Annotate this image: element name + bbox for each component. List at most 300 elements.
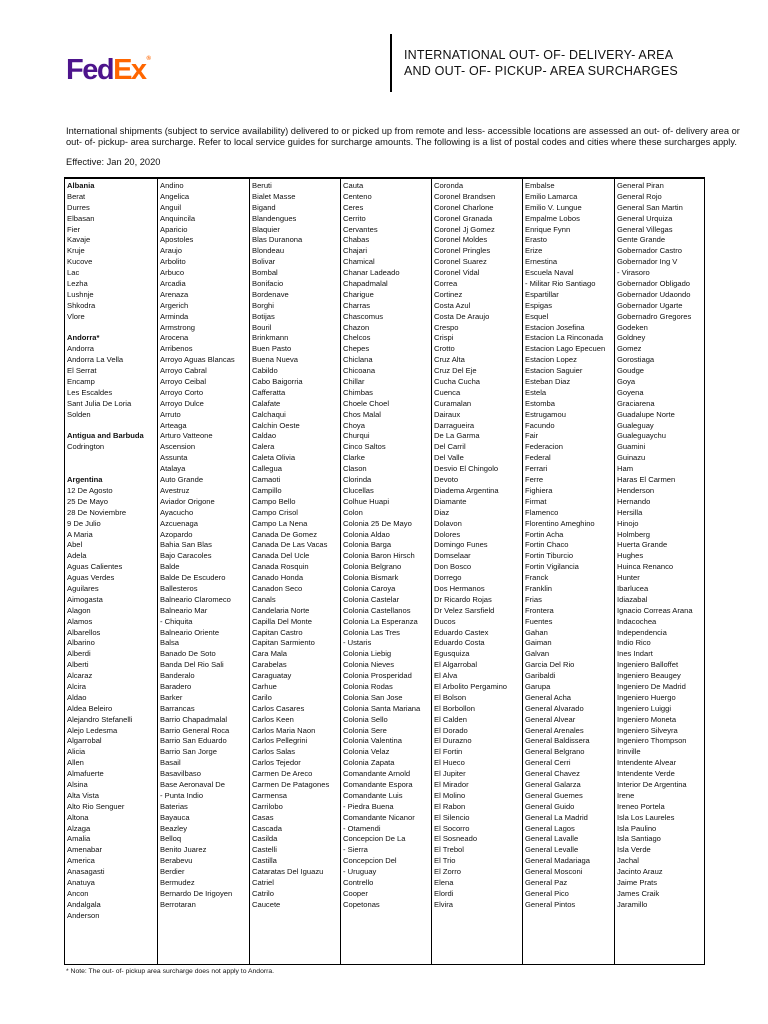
location-name: El Alva — [434, 671, 458, 681]
location-name: Blaquier — [252, 224, 280, 234]
location-name: Aparicio — [160, 224, 188, 234]
location-name: Dairaux — [434, 409, 461, 419]
location-name: - Ustaris — [343, 638, 372, 648]
location-name: Hughes — [617, 551, 644, 561]
location-name: 28 De Noviembre — [67, 507, 127, 517]
location-name: Carlos Casares — [252, 703, 305, 713]
location-name: Almafuerte — [67, 769, 104, 779]
location-name: Coronel Charlone — [434, 202, 494, 212]
location-name: Empalme Lobos — [525, 213, 580, 223]
location-name: Estacion Lopez — [525, 355, 577, 365]
location-name: Alsina — [67, 779, 88, 789]
location-name: Guinazu — [617, 453, 646, 463]
location-name: Arteaga — [160, 420, 187, 430]
location-name — [67, 453, 157, 464]
location-name: Arroyo Aguas Blancas — [160, 355, 235, 365]
location-name: Ham — [617, 464, 634, 474]
location-name: Diaz — [434, 507, 450, 517]
location-name: Isla Verde — [617, 845, 651, 855]
location-name: Calchaqui — [252, 409, 286, 419]
location-name: Colonia 25 De Mayo — [343, 518, 412, 528]
location-name: Bigand — [252, 202, 276, 212]
location-name: Cinco Saltos — [343, 442, 386, 452]
location-name: Indacochea — [617, 616, 657, 626]
location-name: Basavilbaso — [160, 769, 201, 779]
location-name: El Trio — [434, 856, 456, 866]
location-name: Gaiman — [525, 638, 552, 648]
location-name: El Mirador — [434, 779, 469, 789]
location-name: Blondeau — [252, 246, 285, 256]
location-name: Angelica — [160, 191, 190, 201]
location-name: Shkodra — [67, 300, 96, 310]
location-name: Bermudez — [160, 878, 195, 887]
location-name: Guamini — [617, 442, 646, 452]
location-name: Andalgala — [67, 899, 101, 909]
location-name: Colonia San Jose — [343, 692, 403, 702]
location-name: Bajo Caracoles — [160, 551, 212, 561]
location-name: Anatuya — [67, 878, 95, 887]
location-name: General Cerri — [525, 758, 571, 768]
location-name: Intendente Verde — [617, 769, 675, 779]
location-name: Colonia Velaz — [343, 747, 390, 757]
location-name: Colonia Nieves — [343, 660, 395, 670]
location-name: Gobernador Castro — [617, 246, 683, 256]
location-name: - Uruguay — [343, 867, 377, 877]
location-name: Alicia — [67, 747, 86, 757]
location-name: Ingeniero Moneta — [617, 714, 677, 724]
location-name: Andorra La Vella — [67, 355, 124, 365]
location-name: Correa — [434, 279, 458, 289]
location-name: America — [67, 856, 95, 866]
locations-table — [64, 177, 705, 965]
location-name: Armstrong — [160, 322, 196, 332]
location-name: - Chiquita — [160, 616, 193, 626]
logo-fed-text: Fed — [66, 54, 114, 86]
location-name: Kucove — [67, 257, 93, 267]
location-name: Cataratas Del Iguazu — [252, 867, 324, 877]
location-name: Berrotaran — [160, 899, 196, 909]
location-name: Bernardo De Irigoyen — [160, 888, 233, 898]
location-name: Arcadia — [160, 279, 186, 289]
location-name: Dr Ricardo Rojas — [434, 594, 492, 604]
location-name: Chiclana — [343, 355, 373, 365]
location-name: Barrio San Eduardo — [160, 736, 227, 746]
location-name: Carhue — [252, 681, 277, 691]
location-name: Bordenave — [252, 289, 289, 299]
location-name — [67, 323, 157, 334]
location-name: El Molino — [434, 790, 466, 800]
table-column — [431, 179, 522, 964]
location-name: Alzaga — [67, 823, 91, 833]
location-name: Coronel Suarez — [434, 257, 487, 267]
location-name: Balde — [160, 562, 180, 572]
location-name: Alta Vista — [67, 790, 99, 800]
location-name: James Craik — [617, 888, 660, 898]
location-name: Canada Del Ucle — [252, 551, 310, 561]
location-name — [67, 421, 157, 432]
location-name: Charigue — [343, 289, 374, 299]
location-name: Franck — [525, 573, 549, 583]
location-name: Berdier — [160, 867, 185, 877]
location-name: Crispi — [434, 333, 454, 343]
location-name: General Levalle — [525, 845, 579, 855]
location-name: Basail — [160, 758, 181, 768]
location-name: Colonia Liebig — [343, 649, 392, 659]
location-name: Barrio Chapadmalal — [160, 714, 228, 724]
location-name: Callegua — [252, 464, 282, 474]
location-name: Embalse — [525, 181, 555, 190]
location-name: Del Carril — [434, 442, 466, 452]
location-name: Colonia Sello — [343, 714, 388, 724]
location-name: El Trebol — [434, 845, 464, 855]
location-name: Baterias — [160, 801, 188, 811]
location-name: Les Escaldes — [67, 387, 113, 397]
location-name: Idiazabal — [617, 594, 648, 604]
intro-paragraph — [66, 126, 740, 148]
location-name: General Pico — [525, 888, 569, 898]
location-name: Azcuenaga — [160, 518, 198, 528]
location-name: Chanar Ladeado — [343, 268, 400, 278]
location-name: Arminda — [160, 311, 189, 321]
location-name: Ingeniero Beaugey — [617, 671, 681, 681]
location-name: Espigas — [525, 300, 553, 310]
location-name: Costa Azul — [434, 300, 471, 310]
title-line-1: INTERNATIONAL OUT- OF- DELIVERY- AREA — [404, 48, 674, 62]
location-name: Elvira — [434, 899, 453, 909]
title-line-2: AND OUT- OF- PICKUP- AREA SURCHARGES — [404, 64, 678, 78]
location-name: Berabevu — [160, 856, 193, 866]
location-name: Capilla Del Monte — [252, 616, 312, 626]
location-name: Graciarena — [617, 398, 655, 408]
location-name: Jaime Prats — [617, 878, 658, 887]
location-name: Benito Juarez — [160, 845, 207, 855]
location-name: Barrancas — [160, 703, 195, 713]
location-name: Azopardo — [160, 529, 193, 539]
location-name: Calafate — [252, 398, 281, 408]
location-name: Arruto — [160, 409, 181, 419]
location-name: Gobernador Udaondo — [617, 289, 691, 299]
location-name: General Lagos — [525, 823, 575, 833]
location-name: Arroyo Ceibal — [160, 377, 207, 387]
location-name: Ingeniero Balloffet — [617, 660, 679, 670]
location-name: Capitan Sarmiento — [252, 638, 315, 648]
location-name: Cauta — [343, 181, 364, 190]
location-name: Facundo — [525, 420, 555, 430]
location-name: 9 De Julio — [67, 518, 101, 528]
location-name: A Maria — [67, 529, 93, 539]
location-name: Baradero — [160, 681, 192, 691]
location-name: Albarino — [67, 638, 95, 648]
table-column — [340, 179, 431, 964]
location-name: Emilio Lamarca — [525, 191, 578, 201]
location-name: Gobernador Obligado — [617, 279, 691, 289]
location-name: Buena Nueva — [252, 355, 299, 365]
location-name: El Hueco — [434, 758, 465, 768]
location-name: Blandengues — [252, 213, 297, 223]
location-name: Bombal — [252, 268, 278, 278]
location-name: Ingeniero Huergo — [617, 692, 676, 702]
location-name: Franklin — [525, 583, 553, 593]
location-name: Altona — [67, 812, 89, 822]
location-name: Firmat — [525, 496, 547, 506]
location-name: Beruti — [252, 181, 272, 190]
location-name: Bahia San Blas — [160, 540, 212, 550]
location-name: Chabas — [343, 235, 370, 245]
location-name: Gahan — [525, 627, 548, 637]
location-name: El Zorro — [434, 867, 462, 877]
location-name: Carlos Tejedor — [252, 758, 301, 768]
country-heading: Argentina — [67, 475, 103, 485]
location-name: Holmberg — [617, 529, 650, 539]
location-name: Carmensa — [252, 790, 288, 800]
location-name: Interior De Argentina — [617, 779, 687, 789]
location-name: Ingeniero De Madrid — [617, 681, 686, 691]
location-name: Comandante Nicanor — [343, 812, 415, 822]
location-name: Campo La Nena — [252, 518, 308, 528]
location-name: Goldney — [617, 333, 646, 343]
location-name: Gualeguay — [617, 420, 654, 430]
location-name: Carlos Salas — [252, 747, 296, 757]
location-name: Carmen De Patagones — [252, 779, 330, 789]
location-name — [67, 464, 157, 475]
location-name: Aimogasta — [67, 594, 103, 604]
location-name: Fortin Chaco — [525, 540, 569, 550]
location-name: Egusquiza — [434, 649, 470, 659]
intro-line-1: International shipments (subject to service availability) delivered to or picked up from remote and less- accessible locations are assessed an out- of- delivery area or — [66, 126, 740, 136]
location-name: Irinville — [617, 747, 641, 757]
location-name: Domselaar — [434, 551, 471, 561]
location-name: Andorra — [67, 344, 95, 354]
location-name: Frias — [525, 594, 542, 604]
location-name: Clucellas — [343, 485, 374, 495]
table-column — [614, 179, 704, 964]
location-name: Dolores — [434, 529, 461, 539]
location-name: Galvan — [525, 649, 550, 659]
location-name: Solden — [67, 409, 91, 419]
location-name: Anguil — [160, 202, 182, 212]
country-heading: Albania — [67, 181, 95, 190]
location-name: Base Aeronaval De — [160, 779, 226, 789]
location-name: Esteban Diaz — [525, 377, 571, 387]
location-name: Bayauca — [160, 812, 190, 822]
location-name: Carlos Keen — [252, 714, 294, 724]
location-name: Lac — [67, 268, 80, 278]
location-name: Erize — [525, 246, 543, 256]
location-name: Balde De Escudero — [160, 573, 226, 583]
location-name: Borghi — [252, 300, 274, 310]
location-name: Kruje — [67, 246, 85, 256]
location-name: Alberti — [67, 660, 89, 670]
location-name: Arbuco — [160, 268, 185, 278]
location-name: Ducos — [434, 616, 456, 626]
location-name: Brinkmann — [252, 333, 289, 343]
location-name: Buen Pasto — [252, 344, 292, 354]
location-name: Arocena — [160, 333, 189, 343]
location-name: General Madariaga — [525, 856, 591, 866]
location-name: Chamical — [343, 257, 375, 267]
location-name: Clarke — [343, 453, 365, 463]
location-name: Casilda — [252, 834, 278, 844]
location-name: Cuenca — [434, 387, 461, 397]
location-name: Estrugamou — [525, 409, 566, 419]
location-name: El Calden — [434, 714, 467, 724]
location-name: Cruz Alta — [434, 355, 465, 365]
location-name: Federacion — [525, 442, 563, 452]
location-name: Colonia La Esperanza — [343, 616, 418, 626]
location-name: El Rabon — [434, 801, 466, 811]
location-name: Caleta Olivia — [252, 453, 296, 463]
location-name: Arbolito — [160, 257, 186, 267]
location-name: Cruz Del Eje — [434, 366, 477, 376]
location-name: General Chavez — [525, 769, 580, 779]
location-name: Ireneo Portela — [617, 801, 665, 811]
location-name: Goudge — [617, 366, 645, 376]
location-name: General Villegas — [617, 224, 673, 234]
location-name: El Durazno — [434, 736, 472, 746]
location-name: General Guido — [525, 801, 575, 811]
location-name: Don Bosco — [434, 562, 472, 572]
location-name: Alejandro Stefanelli — [67, 714, 133, 724]
location-name: El Dorado — [434, 725, 468, 735]
location-name: Fuentes — [525, 616, 553, 626]
location-name: Calchin Oeste — [252, 420, 300, 430]
location-name: General Lavalle — [525, 834, 579, 844]
location-name: General Rojo — [617, 191, 662, 201]
location-name: Clason — [343, 464, 367, 474]
location-name: Choya — [343, 420, 365, 430]
location-name: Estacion Saguier — [525, 366, 583, 376]
location-name: El Jupiter — [434, 769, 466, 779]
location-name: Allen — [67, 758, 84, 768]
location-name: Indio Rico — [617, 638, 651, 648]
location-name: Chajari — [343, 246, 368, 256]
location-name: General La Madrid — [525, 812, 588, 822]
location-name: Ernestina — [525, 257, 558, 267]
location-name: Henderson — [617, 485, 655, 495]
location-name: Ascension — [160, 442, 196, 452]
location-name: Capitan Castro — [252, 627, 303, 637]
location-name: Arturo Vatteone — [160, 431, 213, 441]
location-name: Coronel Vidal — [434, 268, 480, 278]
location-name: Dr Velez Sarsfield — [434, 605, 495, 615]
location-name: Escuela Naval — [525, 268, 574, 278]
location-name: Camaoti — [252, 475, 281, 485]
location-name: General Arenales — [525, 725, 584, 735]
location-name: Diadema Argentina — [434, 485, 499, 495]
location-name: Dolavon — [434, 518, 462, 528]
location-name: Barrio San Jorge — [160, 747, 217, 757]
location-name: El Bolson — [434, 692, 467, 702]
location-name: Caldao — [252, 431, 277, 441]
location-name: Alcira — [67, 681, 86, 691]
location-name: Albarellos — [67, 627, 101, 637]
location-name: Devoto — [434, 475, 459, 485]
location-name: Colonia Castellanos — [343, 605, 411, 615]
location-name: Atalaya — [160, 464, 186, 474]
location-name: Ingeniero Silveyra — [617, 725, 678, 735]
location-name: Hersilla — [617, 507, 643, 517]
location-name: Ceres — [343, 202, 364, 212]
location-name: Gobernadro Gregores — [617, 311, 692, 321]
location-name: El Serrat — [67, 366, 97, 376]
location-name: Canadon Seco — [252, 583, 303, 593]
location-name: Berat — [67, 191, 86, 201]
location-name: Canada Rosquin — [252, 562, 309, 572]
location-name: Comandante Espora — [343, 779, 413, 789]
location-name: Sant Julia De Loria — [67, 398, 132, 408]
location-name: Bouril — [252, 322, 272, 332]
location-name: Guadalupe Norte — [617, 409, 675, 419]
location-name: Espartillar — [525, 289, 559, 299]
location-name: Emilio V. Lungue — [525, 202, 582, 212]
effective-date: Effective: Jan 20, 2020 — [66, 157, 161, 167]
location-name: General Paz — [525, 878, 568, 887]
location-name: Fortin Vigilancia — [525, 562, 579, 572]
location-name: Fier — [67, 224, 81, 234]
location-name: Codrington — [67, 442, 105, 452]
location-name: Elena — [434, 878, 454, 887]
location-name: Estela — [525, 387, 547, 397]
location-name: Canals — [252, 594, 276, 604]
location-name: Balneario Oriente — [160, 627, 220, 637]
location-name: General Urquiza — [617, 213, 673, 223]
location-name: Eduardo Castex — [434, 627, 489, 637]
location-name: Carabelas — [252, 660, 287, 670]
location-name: Goyena — [617, 387, 644, 397]
location-name: Huinca Renanco — [617, 562, 674, 572]
location-name: Frontera — [525, 605, 554, 615]
table-column — [249, 179, 340, 964]
location-name: Barrio General Roca — [160, 725, 230, 735]
location-name: Isla Los Laureles — [617, 812, 675, 822]
location-name: El Socorro — [434, 823, 470, 833]
location-name: Coronel Pringles — [434, 246, 491, 256]
location-name: Elbasan — [67, 213, 95, 223]
location-name: General Pintos — [525, 899, 576, 909]
table-column — [65, 179, 157, 964]
location-name: General Acha — [525, 692, 572, 702]
country-heading: Antigua and Barbuda — [67, 431, 144, 441]
location-name: Bialet Masse — [252, 191, 296, 201]
location-name: Banda Del Rio Sali — [160, 660, 224, 670]
location-name: Canada De Las Vacas — [252, 540, 328, 550]
location-name: Dorrego — [434, 573, 462, 583]
location-name: Colhue Huapi — [343, 496, 390, 506]
location-name: Arribenos — [160, 344, 193, 354]
location-name: Cortinez — [434, 289, 463, 299]
location-name: Chillar — [343, 377, 365, 387]
location-name: Colonia Las Tres — [343, 627, 400, 637]
location-name: Godeken — [617, 322, 648, 332]
location-name: Fighiera — [525, 485, 553, 495]
location-name: Copetonas — [343, 899, 380, 909]
location-name: Churqui — [343, 431, 370, 441]
location-name: Castelli — [252, 845, 277, 855]
location-name: Flamenco — [525, 507, 559, 517]
location-name: Colon — [343, 507, 363, 517]
location-name: Colonia Sere — [343, 725, 387, 735]
location-name: Diamante — [434, 496, 467, 506]
location-name: Desvio El Chingolo — [434, 464, 499, 474]
footnote: * Note: The out- of- pickup area surcharge does not apply to Andorra. — [66, 968, 275, 975]
location-name: Cafferatta — [252, 387, 286, 397]
location-name: Haras El Carmen — [617, 475, 676, 485]
location-name: General Guemes — [525, 790, 583, 800]
location-name: Independencia — [617, 627, 667, 637]
location-name: Isla Santiago — [617, 834, 661, 844]
location-name: Del Valle — [434, 453, 464, 463]
location-name: Colonia Valentina — [343, 736, 402, 746]
